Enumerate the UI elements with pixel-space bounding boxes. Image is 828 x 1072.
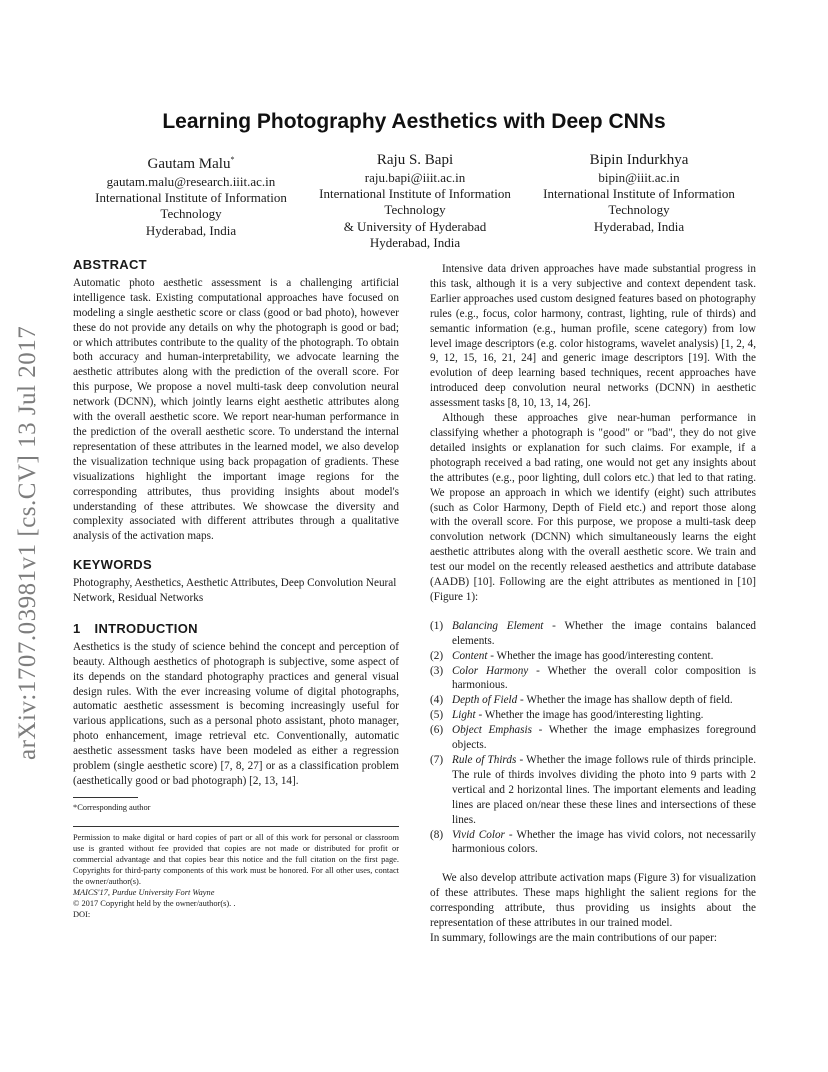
list-item: (5) Light - Whether the image has good/interesting lighting. <box>430 709 704 722</box>
author-city: Hyderabad, India <box>593 218 685 234</box>
list-item: (1) Balancing Element - Whether the image contains balanced elements. <box>430 619 757 647</box>
section-number: 1 <box>73 620 81 636</box>
copyright-line: © 2017 Copyright held by the owner/author(s). . <box>73 898 236 908</box>
list-item: (8) Vivid Color - Whether the image has vivid colors, not necessarily harmonious colors. <box>430 828 757 856</box>
abstract-heading: ABSTRACT <box>73 257 147 272</box>
author-affiliation: Technology <box>160 206 222 222</box>
body-paragraph: Intensive data driven approaches have made substantial progress in this task, although it is a very subjective and context dependent task. Earlier approaches used custom designed features based on photography rules (e.g., focus, color harmony, contrast, lighting, rule of thirds) and semantic information (e.g., human profile, scene category) from low level image descriptors (e.g. color histograms, wavelet analysis) [1, 2, 4, 9, 12, 15, 16, 21, 24] and generic image descriptors [19]. With the evolution of deep learning based techniques, recent approaches have introduced deep convolution neural networks (DCNN) in aesthetic assessment tasks [8, 10, 13, 14, 26]. <box>430 263 756 410</box>
list-item: (2) Content - Whether the image has good/interesting content. <box>430 649 714 662</box>
permission-divider <box>73 826 399 827</box>
author-name: Gautam Malu* <box>147 155 235 172</box>
author-affiliation: International Institute of Information <box>319 186 511 202</box>
paper-title: Learning Photography Aesthetics with Deep CNNs <box>162 110 666 133</box>
doi-line: DOI: <box>73 909 91 919</box>
conference-name: MAICS'17, Purdue University Fort Wayne <box>73 887 215 897</box>
body-paragraph: We also develop attribute activation maps (Figure 3) for visualization of these attributes. These maps highlight the salient regions for the corresponding attribute, thus providing us insights about the representation of these attributes in our trained model. <box>430 872 756 930</box>
author-email: raju.bapi@iiit.ac.in <box>364 170 466 185</box>
author-affiliation: Technology <box>608 202 670 218</box>
author-affiliation: Technology <box>384 202 446 218</box>
body-paragraph: Although these approaches give near-human performance in classifying whether a photograph is "good" or "bad", they do not give detailed insights or explanation for such claims. For example, if a photograph received a bad rating, one would not get any insights about the attributes (e.g., poor lighting, dull colors etc.) that led to that rating. We propose an approach in which we identify (eight) such attributes (such as Color Harmony, Depth of Field etc.) and report those along with the overall score. For this purpose, we propose a multi-task deep convolution network (DCNN) which simultaneously learns the eight aesthetic attributes along with the overall aesthetic score. We train and test our model on the recently released aesthetics and attribute database (AADB) [10]. Following are the eight attributes as mentioned in [10] (Figure 1): <box>430 412 756 603</box>
author-affiliation: International Institute of Information <box>543 186 735 202</box>
intro-heading <box>73 622 399 637</box>
author-city: Hyderabad, India <box>145 222 237 238</box>
abstract-text: Automatic photo aesthetic assessment is a challenging artificial intelligence task. Existing computational approaches have focused on modeling a single aesthetic score or class (good or bad photo), however these do not provide any details on why the photograph is good or bad; or which attributes contribute to the quality of the photograph. To obtain both accuracy and human-interpretability, we advocate learning the aesthetic attributes along with the prediction of the overall score. For this purpose, We propose a novel multi-task deep convolution neural network (DCNN), which jointly learns eight aesthetic attributes along with the overall aesthetic score. We report near-human performance in the prediction of the overall aesthetic score. To understand the internal representation of these attributes in the learned model, we also develop the visualization technique using back propagation of gradients. These visualizations highlight the important image regions for the corresponding attributes, thus providing insights about model's understanding of these attributes. We showcase the diversity and complexity associated with different attributes through a qualitative analysis of the activation maps. <box>73 276 399 543</box>
footnote: *Corresponding author <box>73 802 151 812</box>
author-2 <box>304 150 526 251</box>
list-item: (7) Rule of Thirds - Whether the image follows rule of thirds principle. The rule of thirds involves dividing the photo into 9 parts with 2 vertical and 2 horizontal lines. The important elements and leading lines are placed on/near these these lines and intersections of these lines. <box>430 754 756 826</box>
keywords-text: Photography, Aesthetics, Aesthetic Attributes, Deep Convolution Neural Network, Residual Networks <box>73 577 397 605</box>
list-item: (4) Depth of Field - Whether the image has shallow depth of field. <box>430 694 733 707</box>
author-affiliation: International Institute of Information <box>95 190 287 206</box>
intro-text: Aesthetics is the study of science behind the concept and perception of beauty. Although aesthetics of photograph is subjective, some aspect of its depends on the standard photography practices and general visual design rules. With the ever increasing volume of digital photographs, automatic aesthetic assessment is becoming increasingly useful for various applications, such as a personal photo assistant, photo manager, photo enhancement, image retrieval etc. Conventionally, automatic aesthetic assessment tasks have been modeled as either a regression problem (single aesthetic score) [7, 8, 27] or as a classification problem (aesthetically good or bad photograph) [2, 13, 14]. <box>73 640 399 787</box>
arxiv-stamp: arXiv:1707.03981v1 [cs.CV] 13 Jul 2017 <box>14 325 41 760</box>
list-item: (3) Color Harmony - Whether the overall color composition is harmonious. <box>430 664 756 692</box>
author-email: bipin@iiit.ac.in <box>598 170 680 185</box>
body-paragraph: In summary, followings are the main contributions of our paper: <box>430 931 717 944</box>
author-3 <box>528 150 750 251</box>
author-city: Hyderabad, India <box>369 234 461 250</box>
author-name: Bipin Indurkhya <box>589 152 689 168</box>
permission-block <box>73 832 399 920</box>
keywords-heading: KEYWORDS <box>73 557 152 573</box>
author-1 <box>80 150 302 251</box>
author-email: gautam.malu@research.iiit.ac.in <box>106 174 276 189</box>
attribute-list <box>430 619 756 858</box>
left-column <box>73 258 399 920</box>
permission-text: Permission to make digital or hard copies of part or all of this work for personal or classroom use is granted without fee provided that copies are not made or distributed for profit or commercial advantage and that copies bear this notice and the full citation on the first page. Copyrights for third-party components of this work must be honored. For all other uses, contact the owner/author(s). <box>73 832 399 886</box>
author-block <box>80 150 750 251</box>
author-name: Raju S. Bapi <box>376 152 454 168</box>
footnote-divider <box>73 797 138 798</box>
author-affiliation: & University of Hyderabad <box>343 218 487 234</box>
section-title: INTRODUCTION <box>94 620 198 636</box>
list-item: (6) Object Emphasis - Whether the image emphasizes foreground objects. <box>430 724 756 752</box>
right-column <box>430 262 756 946</box>
